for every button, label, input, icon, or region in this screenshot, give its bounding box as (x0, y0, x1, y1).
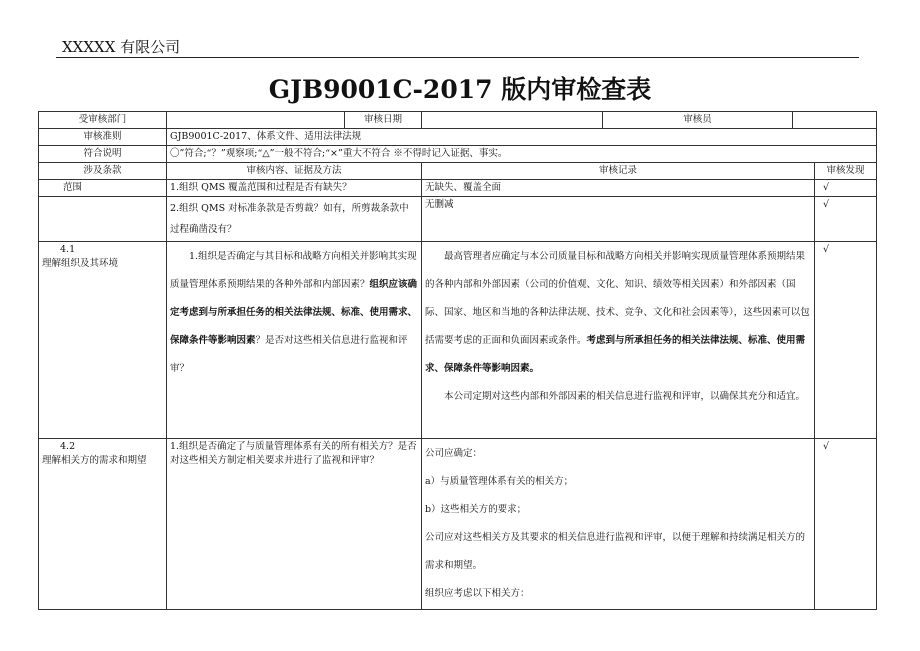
date-label: 审核日期 (345, 112, 422, 129)
col-header-content: 审核内容、证据及方法 (167, 163, 422, 180)
auditor-value-cell[interactable] (793, 112, 877, 129)
table-row (39, 439, 877, 610)
clause-number: 4.1 (60, 244, 76, 255)
page-title: GJB9001C-2017 版内审检查表 (268, 75, 652, 104)
col-header-finding: 审核发现 (815, 163, 877, 180)
table-row (39, 180, 877, 197)
content-cell (167, 242, 422, 439)
record-line: 公司应对这些相关方及其要求的相关信息进行监视和评审，以便于理解和持续满足相关方的需求和期望。 (425, 532, 806, 571)
content-emphasis: 组织应该确定考虑到与所承担任务的相关法律法规、标准、使用需求、保障条件等影响因素 (170, 279, 418, 346)
legend-value: 〇”符合;“？”观察项;“△”一般不符合;“×”重大不符合 ※不得时记入证据、事实。 (167, 146, 877, 163)
clause-cell (39, 439, 167, 610)
finding-cell[interactable]: √ (815, 439, 877, 610)
content-cell: 1.组织是否确定了与质量管理体系有关的所有相关方？是否对这些相关方制定相关要求并进行了监视和评审？ (167, 439, 422, 610)
record-line: 公司应确定： (425, 448, 483, 459)
dept-value-cell[interactable] (167, 112, 345, 129)
record-text-2: 本公司定期对这些内部和外部因素的相关信息进行监视和评审，以确保其充分和适宜。 (444, 391, 806, 402)
table-row (39, 197, 877, 242)
header-rule (56, 57, 859, 58)
finding-cell[interactable]: √ (815, 197, 877, 242)
auditor-label: 审核员 (603, 112, 793, 129)
table-row (39, 242, 877, 439)
table-row-criteria (39, 129, 877, 146)
col-header-record: 审核记录 (422, 163, 815, 180)
record-line: b）这些相关方的要求； (425, 504, 527, 515)
legend-label: 符合说明 (39, 146, 167, 163)
record-cell[interactable] (422, 439, 815, 610)
content-text: 1.组织是否确定与其目标和战略方向相关并影响其实现质量管理体系预期结果的各种外部和内部因素？组织应该确定考虑到与所承担任务的相关法律法规、标准、使用需求、保障条件等影响因素？是否对这些相关信息进行监视和评审？ (170, 251, 418, 374)
content-cell: 2.组织 QMS 对标准条款是否剪裁？如有，所剪裁条款中过程确凿没有？ (167, 197, 422, 242)
table-row-legend (39, 146, 877, 163)
table-header-row (39, 163, 877, 180)
clause-title: 理解相关方的需求和期望 (42, 455, 147, 466)
finding-cell[interactable]: √ (815, 180, 877, 197)
date-value-cell[interactable] (422, 112, 603, 129)
criteria-value: GJB9001C-2017、体系文件、适用法律法规 (167, 129, 877, 146)
clause-cell: 范围 (39, 180, 167, 197)
record-cell[interactable] (422, 242, 815, 439)
record-line: a）与质量管理体系有关的相关方； (425, 476, 574, 487)
record-cell[interactable]: 无缺失、覆盖全面 (422, 180, 815, 197)
table-row-dept (39, 112, 877, 129)
finding-cell[interactable]: √ (815, 242, 877, 439)
clause-cell (39, 197, 167, 242)
record-cell[interactable]: 无删减 (422, 197, 815, 242)
company-name: XXXXX 有限公司 (62, 38, 181, 56)
clause-title: 理解组织及其环境 (42, 258, 119, 269)
content-cell: 1.组织 QMS 覆盖范围和过程是否有缺失？ (167, 180, 422, 197)
dept-label: 受审核部门 (39, 112, 167, 129)
criteria-label: 审核准则 (39, 129, 167, 146)
record-emphasis: 考虑到与所承担任务的相关法律法规、标准、使用需求、保障条件等影响因素。 (425, 335, 806, 374)
record-line: 组织应考虑以下相关方： (425, 588, 530, 599)
clause-cell (39, 242, 167, 439)
col-header-clause: 涉及条款 (39, 163, 167, 180)
audit-checklist-table (38, 111, 877, 610)
clause-number: 4.2 (60, 441, 76, 452)
record-text: 最高管理者应确定与本公司质量目标和战略方向相关并影响实现质量管理体系预期结果的各种内部和外部因素（公司的价值观、文化、知识、绩效等相关因素）和外部因素（国际、国家、地区和当地的各种法律法规、技术、竞争、文化和社会因素等），这些因素可以包括需要考虑的正面和负面因素或条件。考虑到与所承担任务的相关法律法规、标准、使用需求、保障条件等影响因素。 (425, 251, 810, 374)
